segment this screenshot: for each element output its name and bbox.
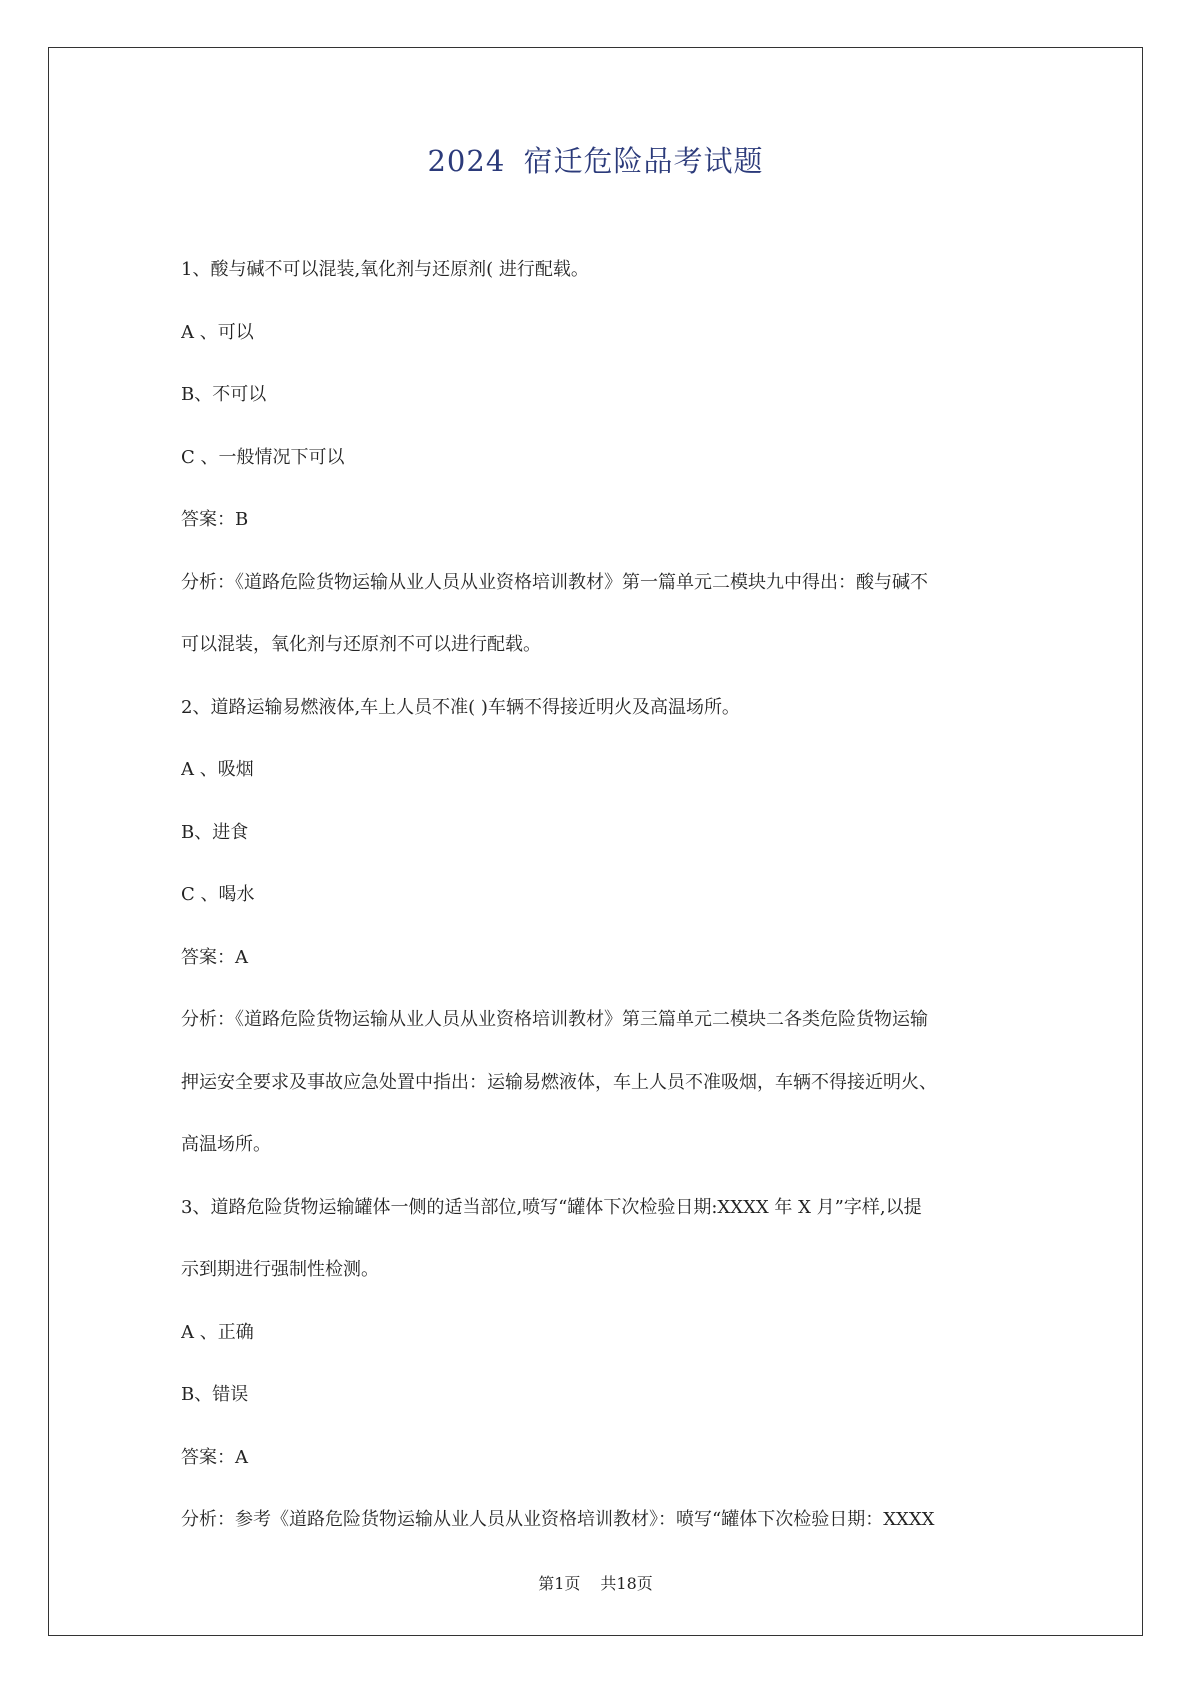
question-2: 2、道路运输易燃液体,车上人员不准( )车辆不得接近明火及高温场所。 [181, 696, 740, 718]
question-3: 3、道路危险货物运输罐体一侧的适当部位,喷写“罐体下次检验日期:XXXX 年 X 月”字样,以提 [181, 1196, 922, 1218]
question-1-option-b: B、不可以 [181, 384, 267, 405]
question-2-answer: 答案：A [181, 946, 248, 968]
question-1: 1、酸与碱不可以混装,氧化剂与还原剂( 进行配载。 [181, 259, 589, 280]
document-body [181, 255, 1021, 1568]
question-3-answer: 答案：A [181, 1446, 248, 1468]
page-footer [0, 1571, 1191, 1594]
question-3-cont: 示到期进行强制性检测。 [181, 1259, 379, 1280]
question-3-option-b: B、错误 [181, 1384, 249, 1405]
question-2-option-c: C 、喝水 [181, 884, 255, 905]
question-1-analysis: 分析：《道路危险货物运输从业人员从业资格培训教材》第一篇单元二模块九中得出：酸与碱不 [181, 571, 928, 593]
document-title: 2024 宿迁危险品考试题 [427, 144, 764, 178]
question-3-analysis: 分析：参考《道路危险货物运输从业人员从业资格培训教材》：喷写“罐体下次检验日期：XXXX [181, 1509, 935, 1530]
question-1-option-c: C 、一般情况下可以 [181, 446, 345, 468]
question-3-option-a: A 、正确 [181, 1321, 254, 1343]
question-2-analysis-end: 高温场所。 [181, 1134, 271, 1155]
question-2-analysis: 分析：《道路危险货物运输从业人员从业资格培训教材》第三篇单元二模块二各类危险货物运输 [181, 1009, 928, 1030]
page-total: 共18页 [600, 1574, 653, 1593]
page-number: 第1页 [538, 1574, 581, 1593]
question-1-answer: 答案：B [181, 509, 249, 530]
question-1-option-a: A 、可以 [181, 321, 254, 343]
question-2-analysis-cont: 押运安全要求及事故应急处置中指出：运输易燃液体，车上人员不准吸烟，车辆不得接近明火、 [181, 1071, 937, 1093]
question-2-option-a: A 、吸烟 [181, 759, 254, 780]
question-1-analysis-cont: 可以混装，氧化剂与还原剂不可以进行配载。 [181, 634, 541, 655]
question-2-option-b: B、进食 [181, 821, 249, 843]
